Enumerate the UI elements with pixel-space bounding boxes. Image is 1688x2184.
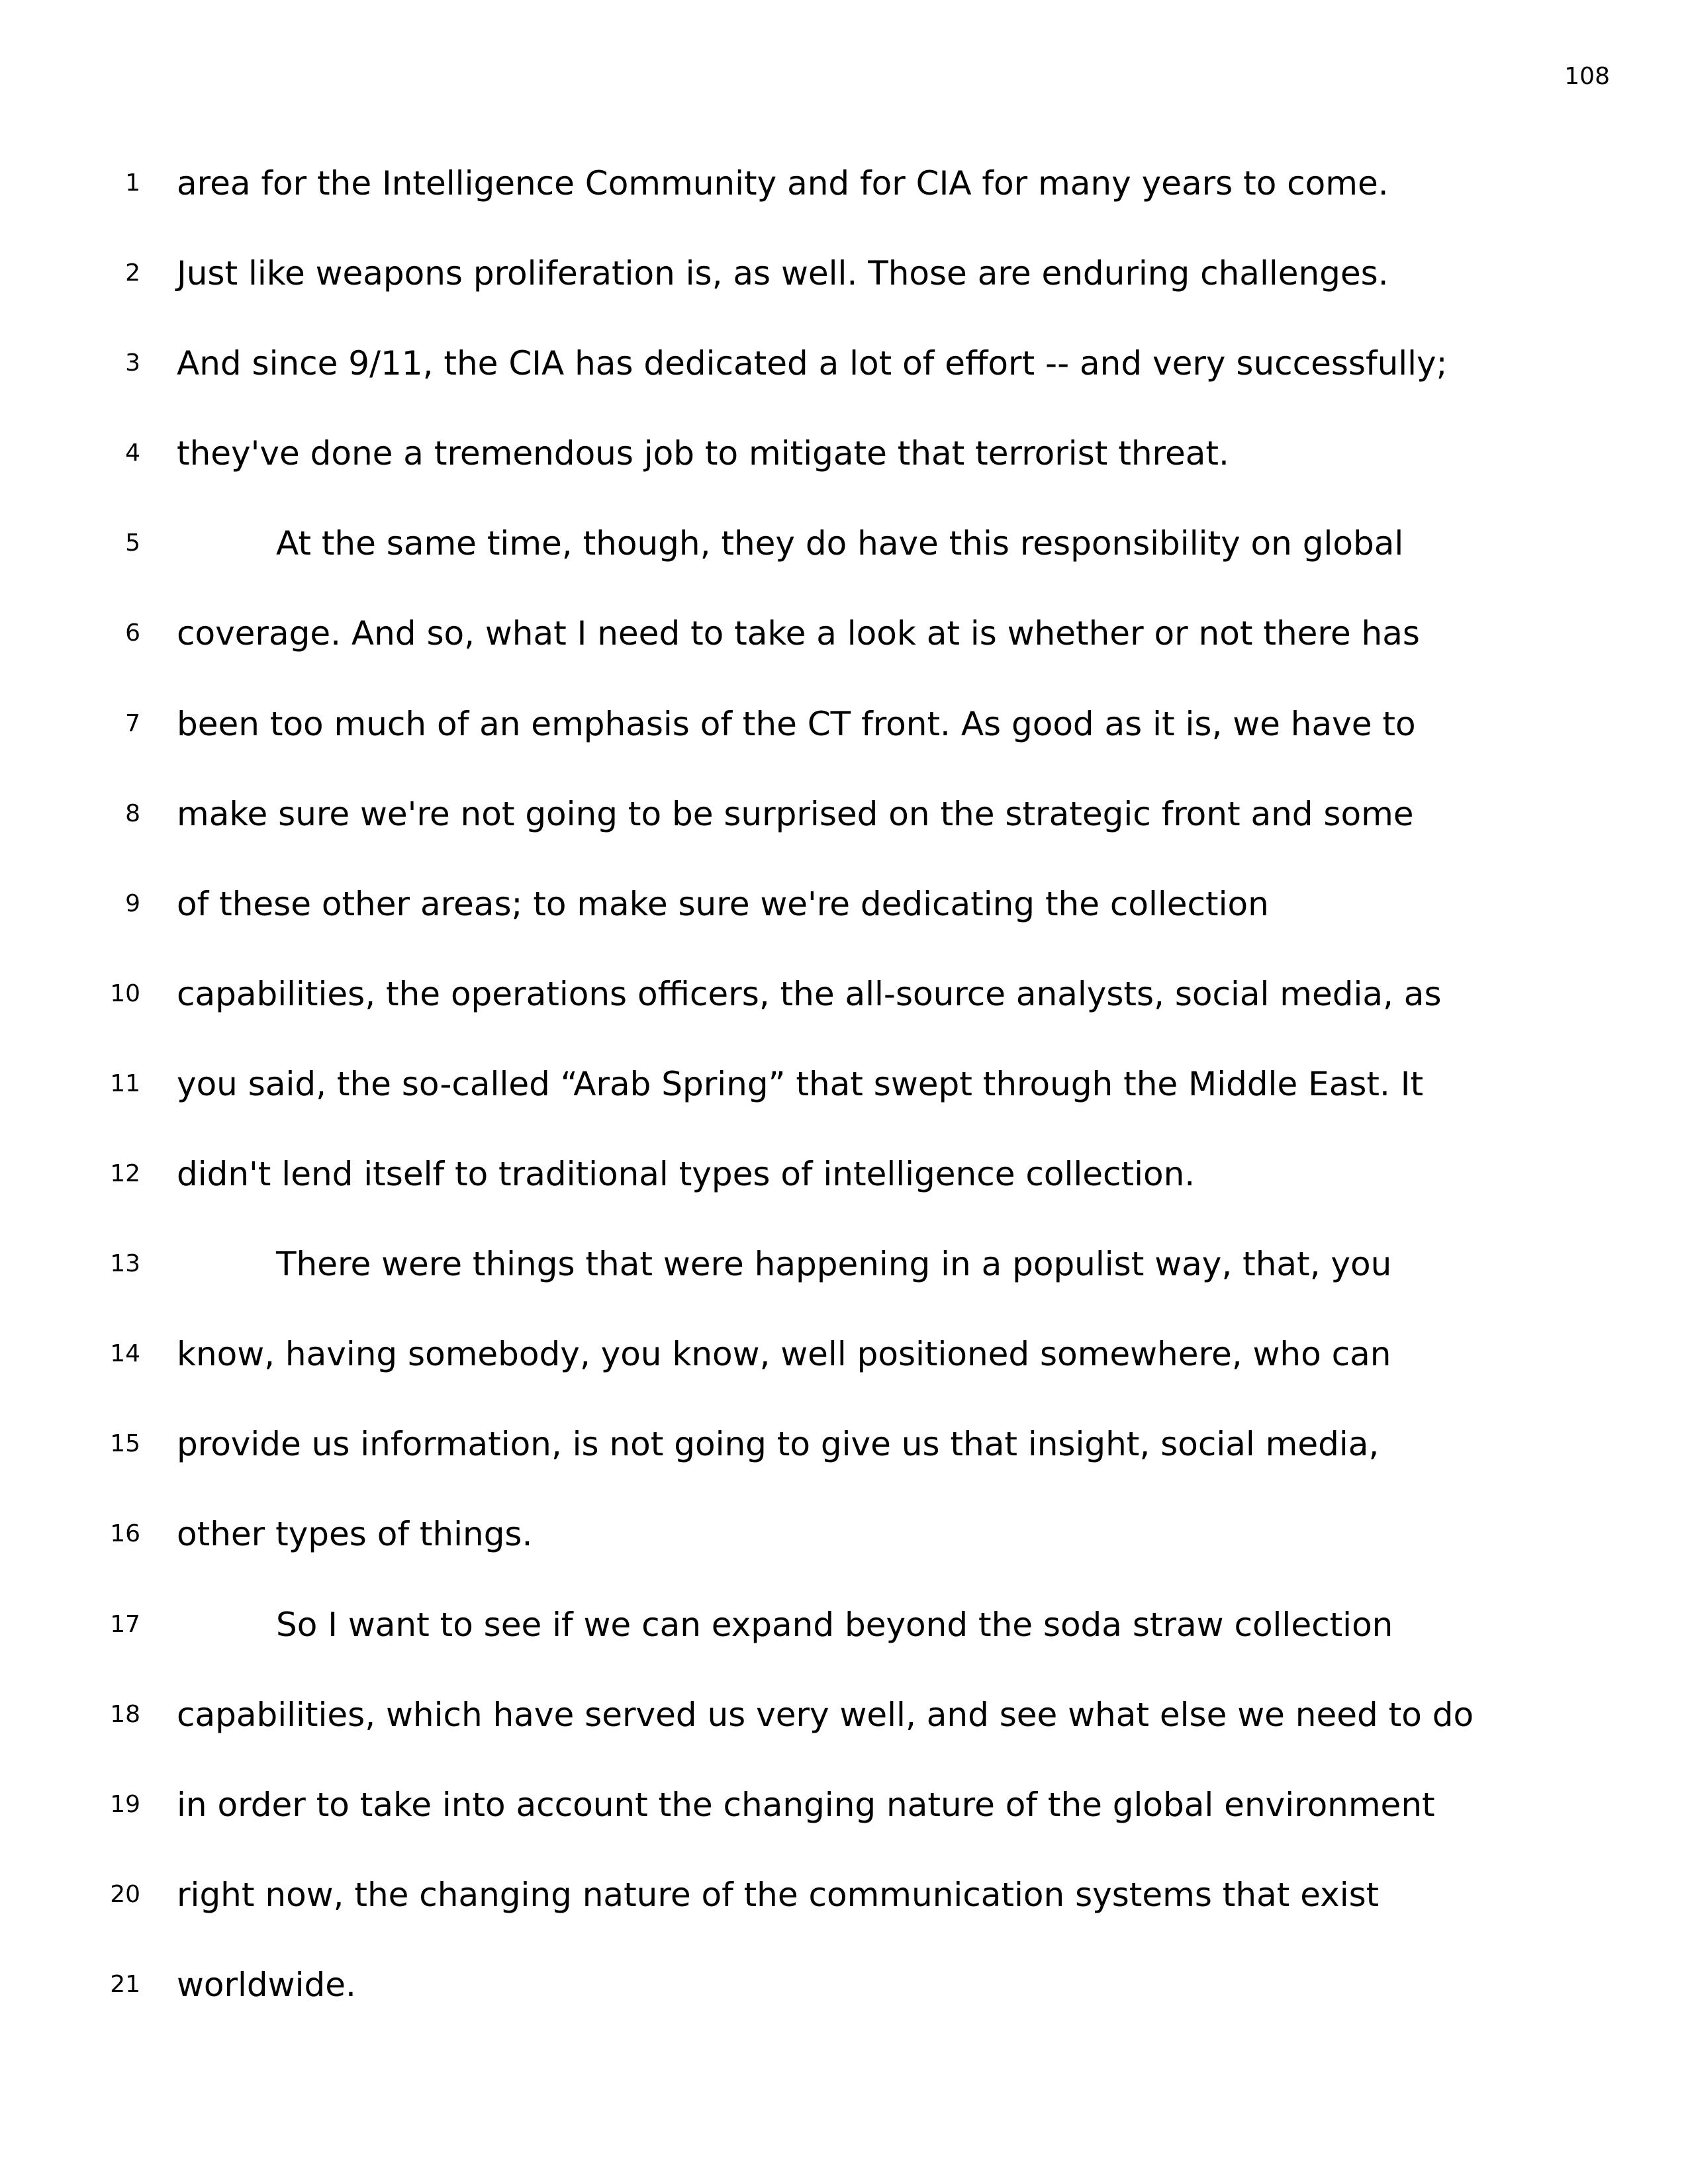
line-text: Just like weapons proliferation is, as well. Those are enduring challenges. bbox=[177, 254, 1389, 293]
line-text: capabilities, the operations officers, the all-source analysts, social media, as bbox=[177, 974, 1442, 1013]
transcript-line bbox=[0, 1670, 1688, 1760]
line-number: 12 bbox=[110, 1160, 140, 1188]
line-text: know, having somebody, you know, well positioned somewhere, who can bbox=[177, 1335, 1391, 1374]
line-text: At the same time, though, they do have this responsibility on global bbox=[276, 524, 1404, 563]
line-text: provide us information, is not going to give us that insight, social media, bbox=[177, 1425, 1380, 1464]
line-number: 14 bbox=[110, 1340, 140, 1368]
transcript-line bbox=[0, 679, 1688, 769]
line-number: 20 bbox=[110, 1880, 140, 1908]
line-number: 6 bbox=[125, 619, 140, 647]
line-text: other types of things. bbox=[177, 1515, 533, 1554]
line-number: 5 bbox=[125, 529, 140, 557]
line-text: capabilities, which have served us very well, and see what else we need to do bbox=[177, 1695, 1474, 1734]
line-text: make sure we're not going to be surprised on the strategic front and some bbox=[177, 794, 1414, 833]
line-number: 17 bbox=[110, 1610, 140, 1638]
line-number: 4 bbox=[125, 439, 140, 467]
transcript-line bbox=[0, 498, 1688, 588]
line-number: 16 bbox=[110, 1520, 140, 1548]
transcript-line bbox=[0, 769, 1688, 859]
transcript-line bbox=[0, 228, 1688, 318]
line-number: 1 bbox=[125, 169, 140, 197]
line-number: 21 bbox=[110, 1970, 140, 1998]
transcript-line bbox=[0, 1580, 1688, 1670]
line-number: 18 bbox=[110, 1700, 140, 1728]
line-text: you said, the so-called “Arab Spring” that swept through the Middle East. It bbox=[177, 1064, 1424, 1103]
line-text: been too much of an emphasis of the CT front. As good as it is, we have to bbox=[177, 704, 1416, 743]
page-number: 108 bbox=[1564, 63, 1610, 90]
transcript-line bbox=[0, 1489, 1688, 1579]
line-text: worldwide. bbox=[177, 1965, 356, 2004]
transcript-line bbox=[0, 1760, 1688, 1850]
line-number: 11 bbox=[110, 1069, 140, 1097]
transcript-line bbox=[0, 1850, 1688, 1940]
transcript-line bbox=[0, 588, 1688, 678]
transcript-line bbox=[0, 1129, 1688, 1219]
line-number: 7 bbox=[125, 709, 140, 737]
transcript-line bbox=[0, 318, 1688, 408]
line-number: 3 bbox=[125, 349, 140, 377]
transcript-line bbox=[0, 949, 1688, 1039]
line-number: 2 bbox=[125, 259, 140, 287]
line-text: coverage. And so, what I need to take a look at is whether or not there has bbox=[177, 614, 1420, 653]
line-text: in order to take into account the changing nature of the global environment bbox=[177, 1785, 1435, 1824]
line-number: 8 bbox=[125, 799, 140, 827]
line-text: didn't lend itself to traditional types of intelligence collection. bbox=[177, 1155, 1196, 1194]
transcript-line bbox=[0, 1039, 1688, 1129]
line-number: 15 bbox=[110, 1430, 140, 1458]
transcript-line bbox=[0, 1940, 1688, 2030]
line-text: And since 9/11, the CIA has dedicated a lot of effort -- and very successfully; bbox=[177, 344, 1448, 383]
line-text: There were things that were happening in a populist way, that, you bbox=[276, 1245, 1392, 1284]
line-text: they've done a tremendous job to mitigate that terrorist threat. bbox=[177, 434, 1229, 473]
line-number: 9 bbox=[125, 889, 140, 917]
line-text: So I want to see if we can expand beyond the soda straw collection bbox=[276, 1605, 1393, 1644]
transcript-line bbox=[0, 1219, 1688, 1309]
transcript-line bbox=[0, 1309, 1688, 1399]
transcript-line bbox=[0, 408, 1688, 498]
transcript-line bbox=[0, 859, 1688, 949]
transcript-line bbox=[0, 138, 1688, 228]
line-number: 13 bbox=[110, 1250, 140, 1278]
transcript-line bbox=[0, 1399, 1688, 1489]
line-text: right now, the changing nature of the communication systems that exist bbox=[177, 1875, 1380, 1914]
line-number: 19 bbox=[110, 1790, 140, 1818]
line-text: of these other areas; to make sure we're dedicating the collection bbox=[177, 884, 1269, 923]
line-number: 10 bbox=[110, 979, 140, 1007]
transcript-body bbox=[0, 138, 1688, 2030]
line-text: area for the Intelligence Community and for CIA for many years to come. bbox=[177, 164, 1389, 203]
